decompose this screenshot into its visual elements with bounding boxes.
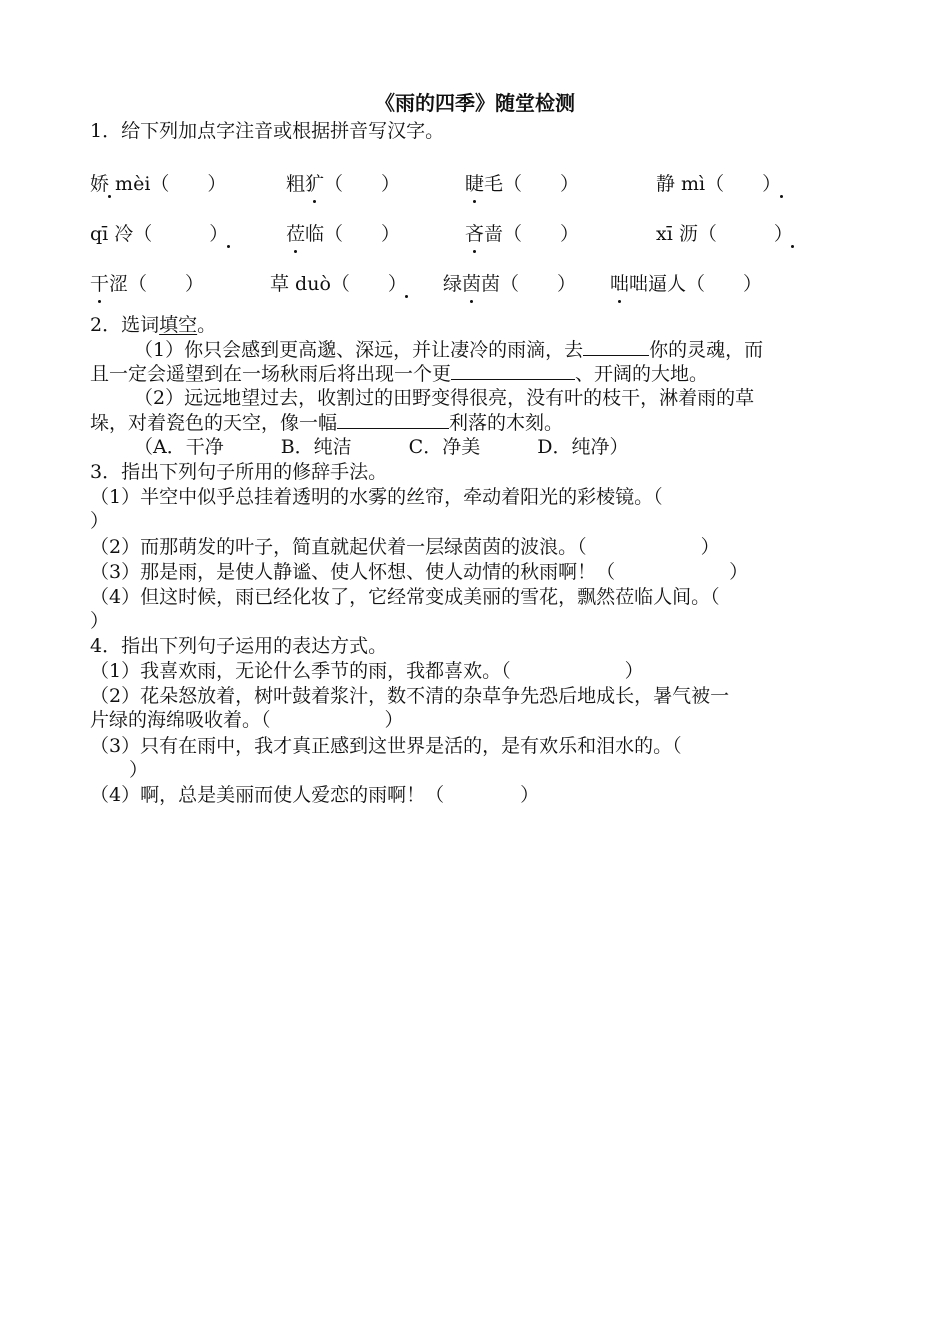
answer-blank[interactable] [583, 338, 649, 356]
q1-item: 睫毛（ ） [465, 173, 580, 195]
q1-item: qī 冷（ ） [90, 223, 229, 245]
q4-item-4: （4）啊，总是美丽而使人爱恋的雨啊！（ ） [90, 784, 540, 806]
q3-item-3: （3）那是雨，是使人静谧、使人怀想、使人动情的秋雨啊！（ ） [90, 561, 749, 583]
answer-blank[interactable] [337, 411, 449, 429]
q3-item-1: （1）半空中似乎总挂着透明的水雾的丝帘，牵动着阳光的彩棱镜。（ [90, 486, 663, 508]
q1-item: xī 沥（ ） [656, 223, 793, 245]
q3-item-1-close: ） [90, 510, 110, 532]
q4-heading: 4．指出下列句子运用的表达方式。 [90, 635, 388, 657]
q2-sentence-2-line-1: （2）远远地望过去，收割过的田野变得很亮，没有叶的枝干，淋着雨的草 [134, 387, 755, 409]
q1-item: 娇 mèi（ ） [90, 173, 227, 195]
q3-item-4: （4）但这时候，雨已经化妆了，它经常变成美丽的雪花，飘然莅临人间。（ [90, 586, 720, 608]
q2-options: （A．干净 B．纯洁 C．净美 D．纯净） [134, 436, 629, 458]
q4-item-2-line-2: 片绿的海绵吸收着。（ ） [90, 709, 404, 731]
q4-item-3-line-1: （3）只有在雨中，我才真正感到这世界是活的，是有欢乐和泪水的。（ [90, 735, 682, 757]
q1-item: 莅临（ ） [286, 223, 401, 245]
q1-item: 草 duò（ ） [270, 273, 407, 295]
answer-blank[interactable] [451, 362, 575, 380]
q3-heading: 3．指出下列句子所用的修辞手法。 [90, 461, 388, 483]
q3-item-2: （2）而那萌发的叶子，简直就起伏着一层绿茵茵的波浪。（ ） [90, 536, 720, 558]
q1-heading: 1．给下列加点字注音或根据拼音写汉字。 [90, 120, 445, 142]
q1-item: 吝啬（ ） [465, 223, 580, 245]
q1-item: 绿茵茵（ ） [443, 273, 577, 295]
q2-heading: 2．选词填空。 [90, 314, 217, 336]
q3-item-4-close: ） [90, 610, 110, 632]
q1-item: 干涩（ ） [90, 273, 205, 295]
q2-sentence-2-line-2: 垛，对着瓷色的天空，像一幅 利落的木刻。 [90, 412, 564, 434]
q4-item-2-line-1: （2）花朵怒放着，树叶鼓着浆汁，数不清的杂草争先恐后地成长，暑气被一 [90, 685, 730, 707]
q4-item-3-line-2: ） [110, 759, 149, 781]
q2-sentence-1-line-1: （1）你只会感到更高邈、深远，并让凄冷的雨滴，去 你的灵魂，而 [134, 339, 764, 361]
q2-sentence-1-line-2: 且一定会遥望到在一场秋雨后将出现一个更 、开阔的大地。 [90, 363, 709, 385]
q4-item-1: （1）我喜欢雨，无论什么季节的雨，我都喜欢。（ ） [90, 660, 644, 682]
q1-item: 粗犷（ ） [286, 173, 401, 195]
page-title: 《雨的四季》随堂检测 [375, 91, 575, 115]
q1-item: 咄咄逼人（ ） [610, 273, 763, 295]
q1-item: 静 mì（ ） [656, 173, 782, 195]
